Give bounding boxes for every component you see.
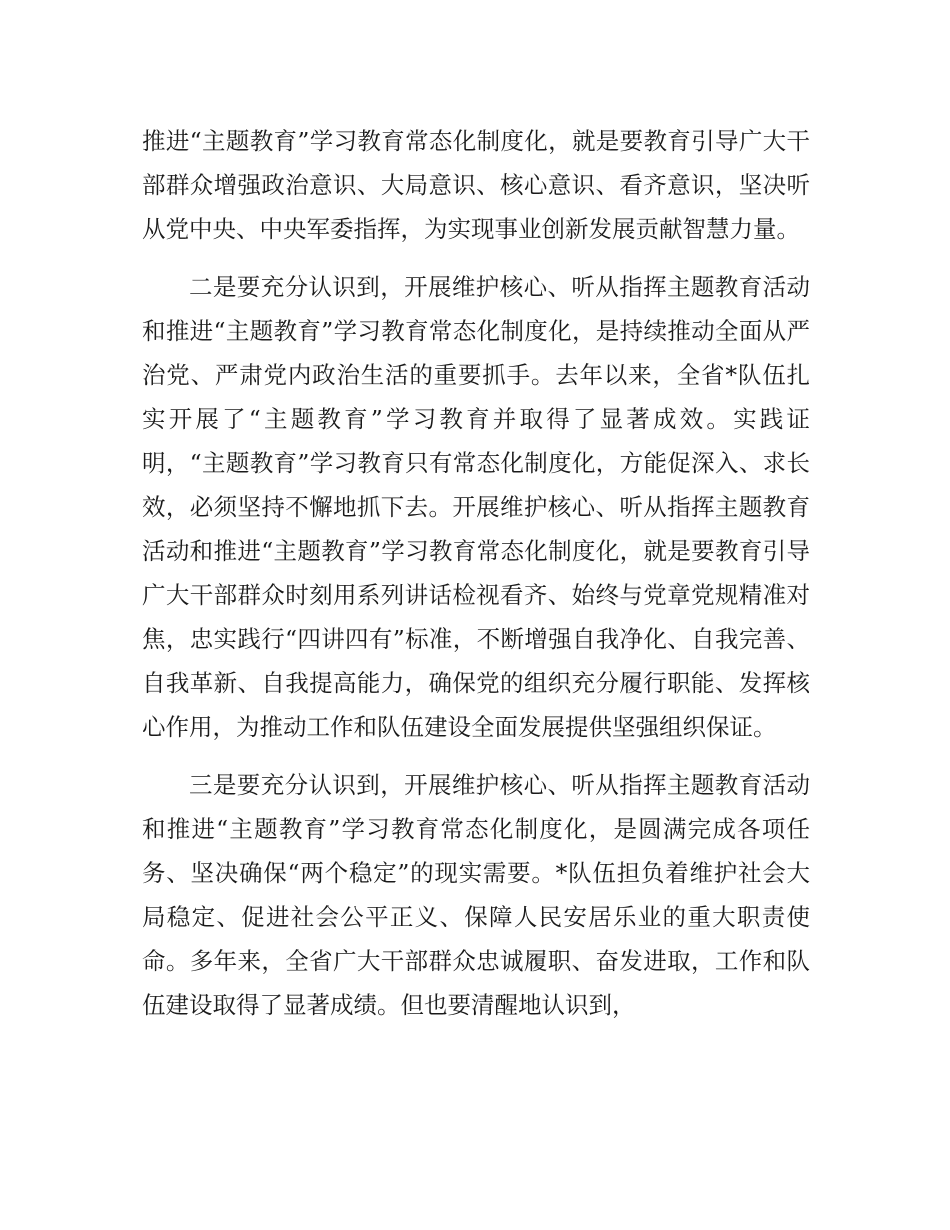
- paragraph-3: 三是要充分认识到，开展维护核心、听从指挥主题教育活动和推进“主题教育”学习教育常态化制度化，是圆满完成各项任务、坚决确保“两个稳定”的现实需要。*队伍担负着维护社会大局稳定、促进社会公平正义、保障人民安居乐业的重大职责使命。多年来，全省广大干部群众忠诚履职、奋发进取，工作和队伍建设取得了显著成绩。但也要清醒地认识到，: [142, 771, 810, 1019]
- document-body: [142, 119, 810, 1041]
- paragraph-2: 二是要充分认识到，开展维护核心、听从指挥主题教育活动和推进“主题教育”学习教育常态化制度化，是持续推动全面从严治党、严肃党内政治生活的重要抓手。去年以来，全省*队伍扎实开展了“主题教育”学习教育并取得了显著成效。实践证明，“主题教育”学习教育只有常态化制度化，方能促深入、求长效，必须坚持不懈地抓下去。开展维护核心、听从指挥主题教育活动和推进“主题教育”学习教育常态化制度化，就是要教育引导广大干部群众时刻用系列讲话检视看齐、始终与党章党规精准对焦，忠实践行“四讲四有”标准，不断增强自我净化、自我完善、自我革新、自我提高能力，确保党的组织充分履行职能、发挥核心作用，为推动工作和队伍建设全面发展提供坚强组织保证。: [142, 273, 810, 741]
- paragraph-1: 推进“主题教育”学习教育常态化制度化，就是要教育引导广大干部群众增强政治意识、大局意识、核心意识、看齐意识，坚决听从党中央、中央军委指挥，为实现事业创新发展贡献智慧力量。: [142, 127, 810, 243]
